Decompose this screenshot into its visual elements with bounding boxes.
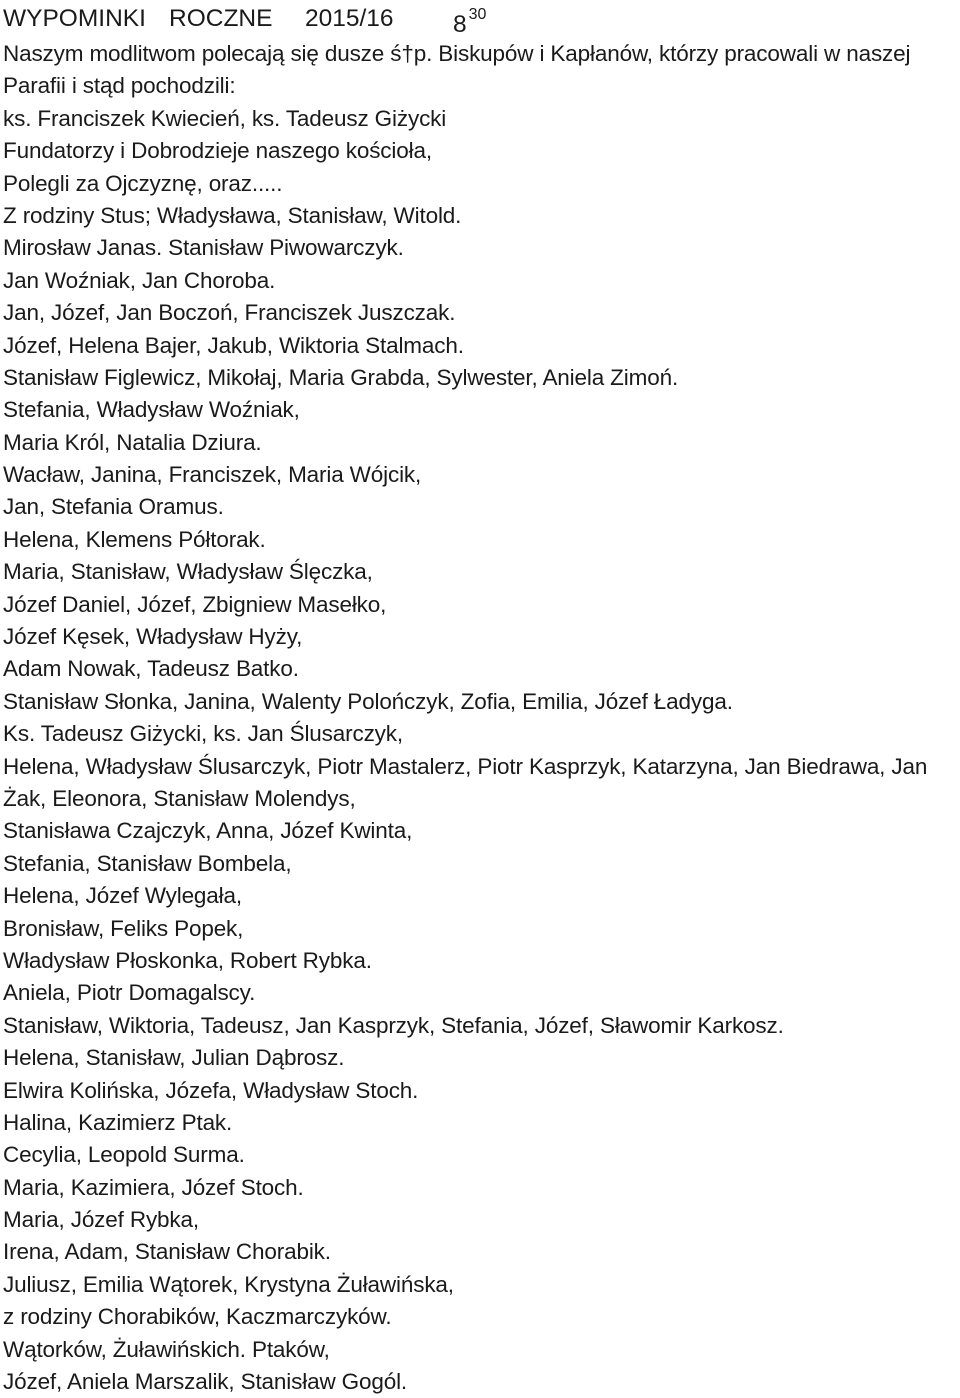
header-title-word: WYPOMINKI xyxy=(3,5,146,32)
text-line: Z rodziny Stus; Władysława, Stanisław, Witold. xyxy=(3,202,462,228)
text-line: Mirosław Janas. Stanisław Piwowarczyk. xyxy=(3,235,404,261)
text-line: Stefania, Władysław Woźniak, xyxy=(3,397,300,423)
text-line: Helena, Stanisław, Julian Dąbrosz. xyxy=(3,1045,345,1071)
text-line: Fundatorzy i Dobrodzieje naszego kościoła, xyxy=(3,138,432,164)
header-hour: 8 xyxy=(453,11,467,39)
text-line: Józef Daniel, Józef, Zbigniew Masełko, xyxy=(3,591,387,617)
text-line: Stefania, Stanisław Bombela, xyxy=(3,850,292,876)
header-title-word: ROCZNE xyxy=(169,5,273,32)
text-line: Stanisław Figlewicz, Mikołaj, Maria Grabda, Sylwester, Aniela Zimoń. xyxy=(3,364,679,390)
text-line: Jan, Józef, Jan Boczoń, Franciszek Juszczak. xyxy=(3,300,456,326)
text-line: Maria, Józef Rybka, xyxy=(3,1207,199,1233)
text-line: Żak, Eleonora, Stanisław Molendys, xyxy=(3,785,356,811)
header-time xyxy=(453,0,486,44)
text-line: Polegli za Ojczyznę, oraz..... xyxy=(3,170,283,196)
text-line: Halina, Kazimierz Ptak. xyxy=(3,1109,233,1135)
text-line: Wątorków, Żuławińskich. Ptaków, xyxy=(3,1336,330,1362)
text-line: z rodziny Chorabików, Kaczmarczyków. xyxy=(3,1304,392,1330)
header-minutes: 30 xyxy=(468,6,487,23)
text-line: Adam Nowak, Tadeusz Batko. xyxy=(3,656,299,682)
text-line: Ks. Tadeusz Giżycki, ks. Jan Ślusarczyk, xyxy=(3,721,403,747)
text-line: Parafii i stąd pochodzili: xyxy=(3,73,236,99)
text-line: Jan Woźniak, Jan Choroba. xyxy=(3,267,276,293)
text-line: Elwira Kolińska, Józefa, Władysław Stoch. xyxy=(3,1077,419,1103)
text-line: Jan, Stefania Oramus. xyxy=(3,494,224,520)
text-line: Stanisława Czajczyk, Anna, Józef Kwinta, xyxy=(3,818,413,844)
text-line: Maria Król, Natalia Dziura. xyxy=(3,429,262,455)
text-line: Helena, Klemens Półtorak. xyxy=(3,526,266,552)
text-line: Władysław Płoskonka, Robert Rybka. xyxy=(3,947,372,973)
text-line: Józef, Aniela Marszalik, Stanisław Gogól. xyxy=(3,1369,408,1395)
text-line: ks. Franciszek Kwiecień, ks. Tadeusz Giżycki xyxy=(3,105,447,131)
text-line: Naszym modlitwom polecają się dusze ś†p. Biskupów i Kapłanów, którzy pracowali w naszej xyxy=(3,41,911,66)
text-line: Stanisław, Wiktoria, Tadeusz, Jan Kasprzyk, Stefania, Józef, Sławomir Karkosz. xyxy=(3,1012,784,1038)
text-line: Bronisław, Feliks Popek, xyxy=(3,915,244,941)
text-line: Józef, Helena Bajer, Jakub, Wiktoria Stalmach. xyxy=(3,332,464,358)
text-line: Wacław, Janina, Franciszek, Maria Wójcik, xyxy=(3,462,422,488)
text-line: Aniela, Piotr Domagalscy. xyxy=(3,980,256,1006)
text-line: Irena, Adam, Stanisław Chorabik. xyxy=(3,1239,331,1265)
text-line: Maria, Stanisław, Władysław Ślęczka, xyxy=(3,559,373,585)
text-line: Józef Kęsek, Władysław Hyży, xyxy=(3,624,303,650)
document-header xyxy=(3,0,958,38)
text-line: Helena, Władysław Ślusarczyk, Piotr Mastalerz, Piotr Kasprzyk, Katarzyna, Jan Biedrawa, Jan xyxy=(3,753,928,779)
header-year: 2015/16 xyxy=(305,5,394,32)
document-page xyxy=(3,0,958,1398)
text-line: Cecylia, Leopold Surma. xyxy=(3,1142,245,1168)
text-line: Juliusz, Emilia Wątorek, Krystyna Żuławińska, xyxy=(3,1271,454,1297)
text-line: Helena, Józef Wylegała, xyxy=(3,883,242,909)
text-line: Stanisław Słonka, Janina, Walenty Polończyk, Zofia, Emilia, Józef Ładyga. xyxy=(3,688,733,714)
intention-list xyxy=(3,38,958,1398)
text-line: Maria, Kazimiera, Józef Stoch. xyxy=(3,1174,304,1200)
